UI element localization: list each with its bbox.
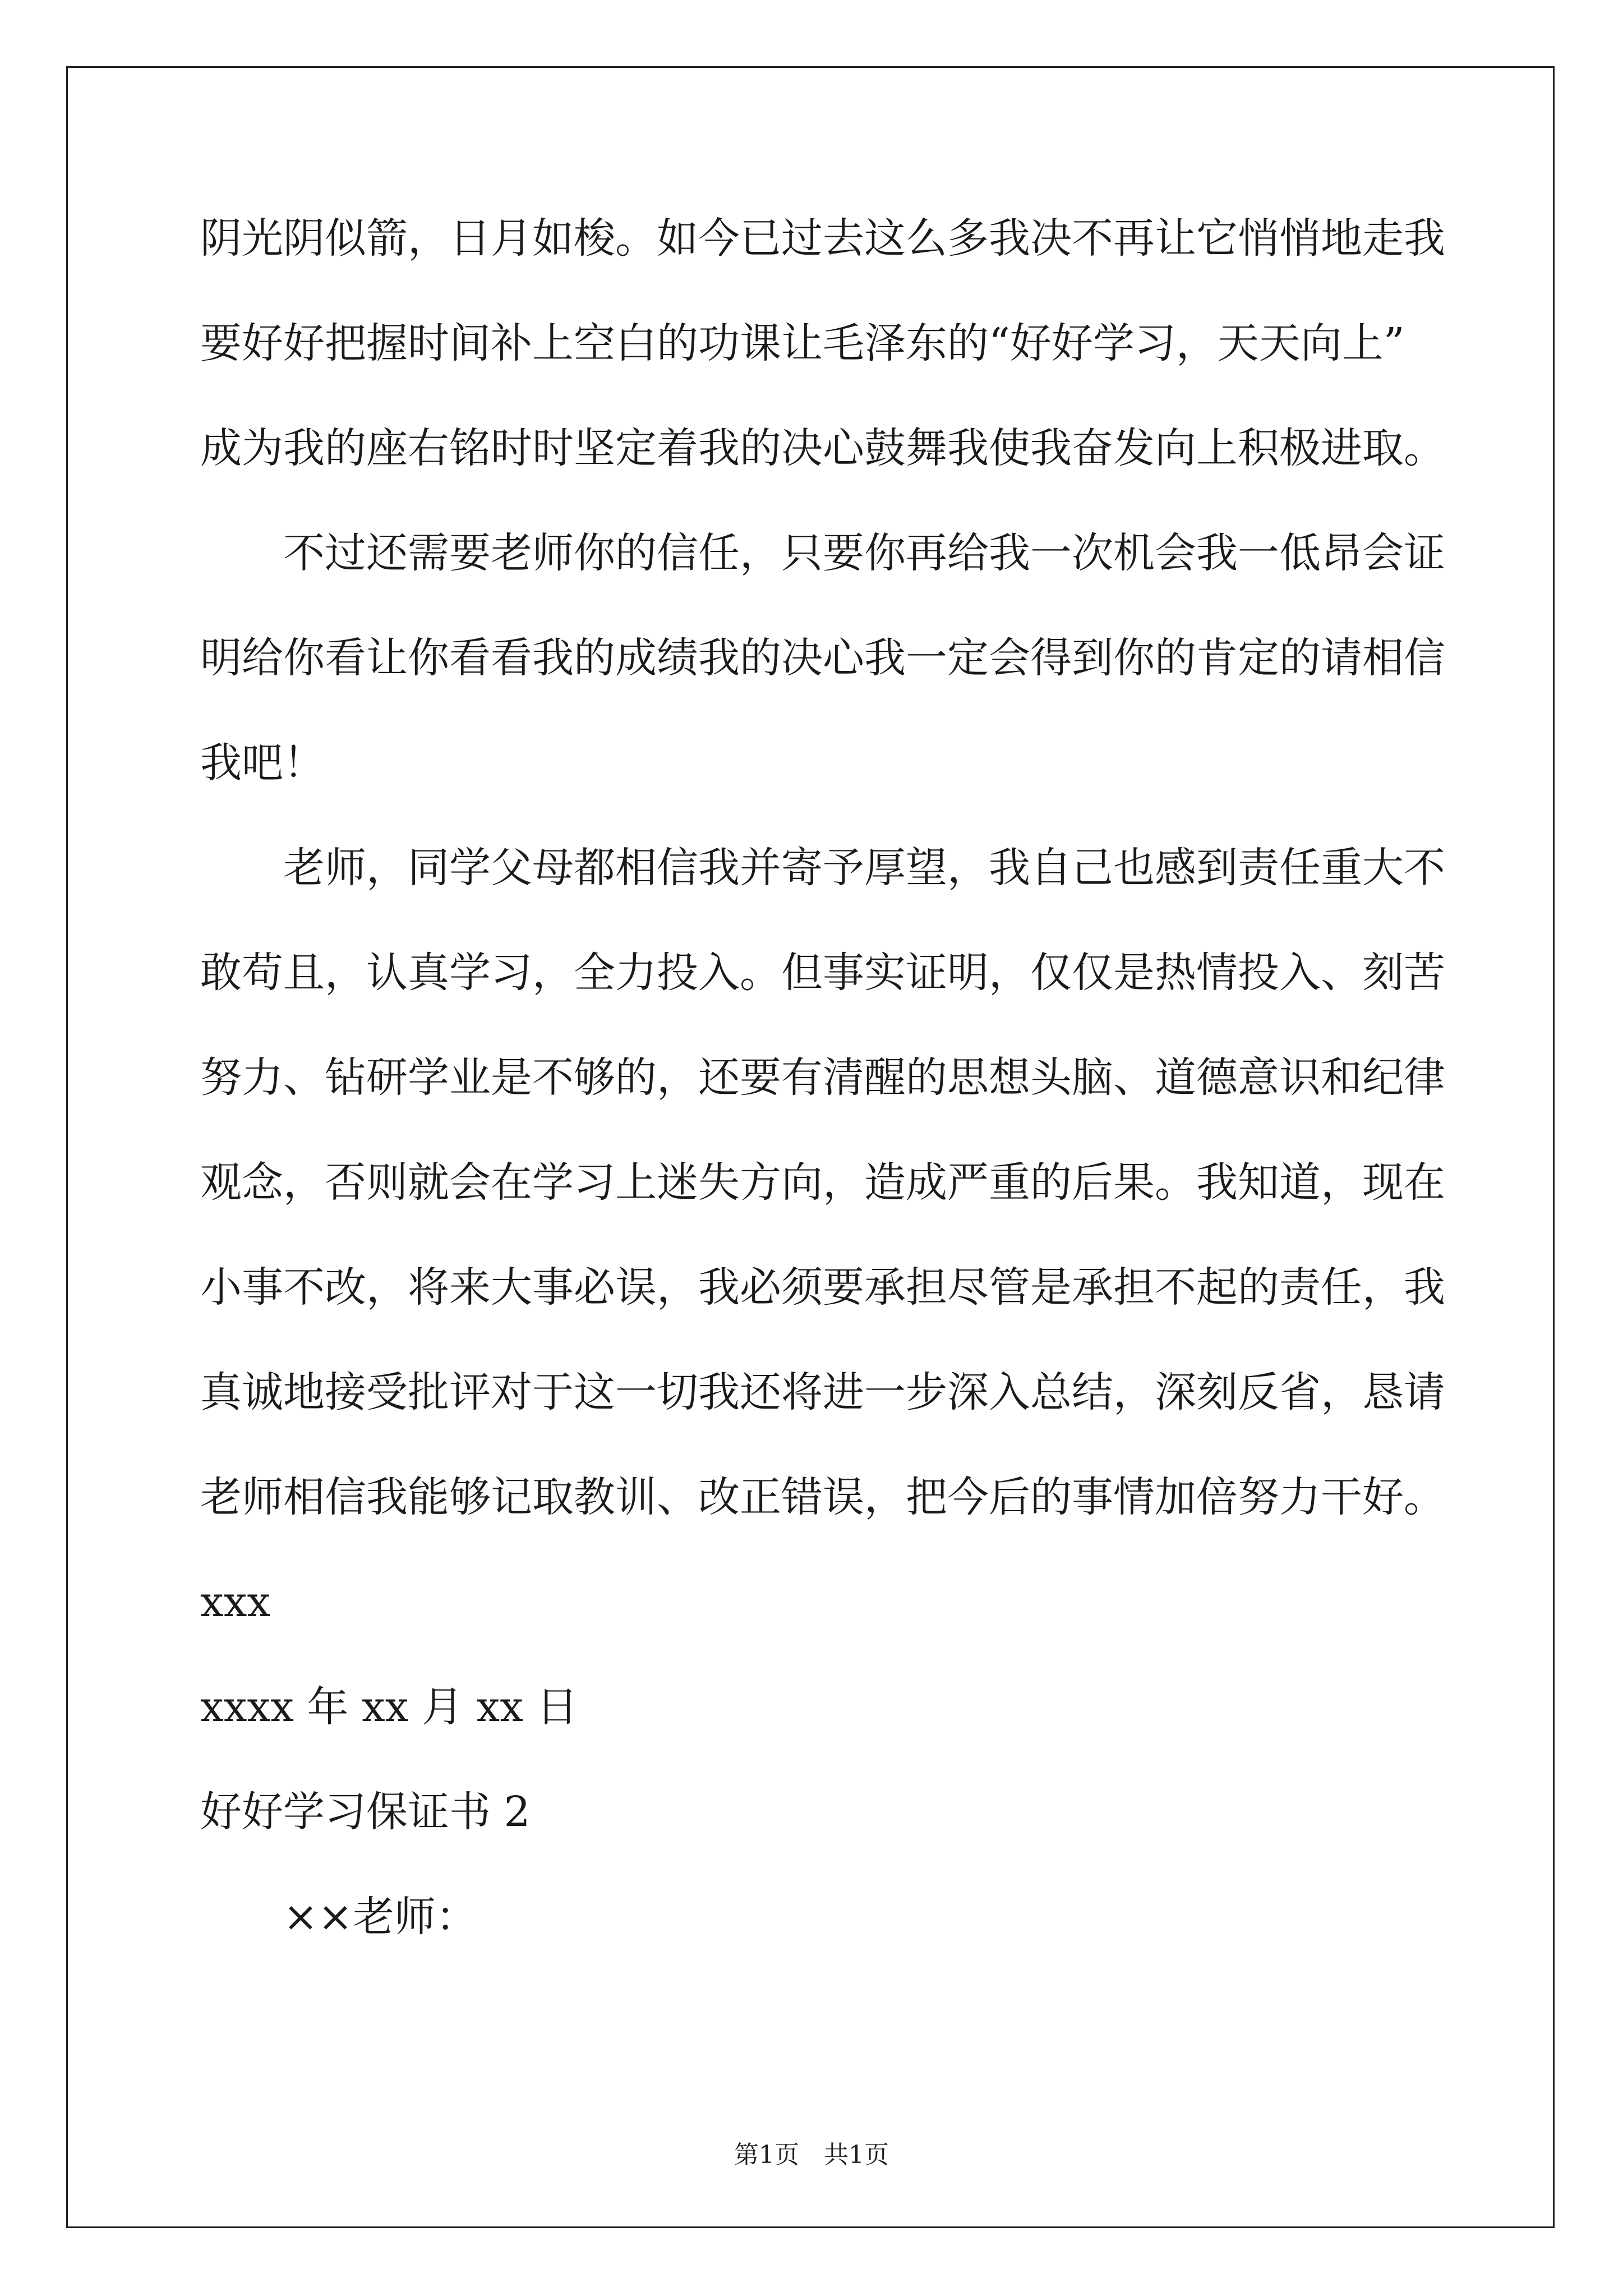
paragraph-line: 不过还需要老师你的信任，只要你再给我一次机会我一低昂会证 <box>283 529 1445 577</box>
paragraph-line: 阴光阴似箭，日月如梭。如今已过去这么多我决不再让它悄悄地走我 <box>200 214 1445 263</box>
paragraph-line: 我吧！ <box>200 739 325 787</box>
section-title: 好好学习保证书 2 <box>200 1788 531 1836</box>
paragraph-line: 成为我的座右铭时时坚定着我的决心鼓舞我使我奋发向上积极进取。 <box>200 424 1445 472</box>
signature-date: xxxx 年 xx 月 xx 日 <box>200 1683 578 1731</box>
paragraph-line: 小事不改，将来大事必误，我必须要承担尽管是承担不起的责任，我 <box>200 1263 1445 1312</box>
paragraph-line: 要好好把握时间补上空白的功课让毛泽东的“好好学习，天天向上” <box>200 319 1405 367</box>
paragraph-line: 明给你看让你看看我的成绩我的决心我一定会得到你的肯定的请相信 <box>200 634 1445 682</box>
salutation: ××老师： <box>283 1893 478 1941</box>
signature-name: xxx <box>200 1578 271 1626</box>
paragraph-line: 敢苟且，认真学习，全力投入。但事实证明，仅仅是热情投入、刻苦 <box>200 949 1445 997</box>
paragraph-line: 努力、钻研学业是不够的，还要有清醒的思想头脑、道德意识和纪律 <box>200 1053 1445 1102</box>
paragraph-line: 真诚地接受批评对于这一切我还将进一步深入总结，深刻反省，恳请 <box>200 1368 1445 1416</box>
paragraph-line: 老师，同学父母都相信我并寄予厚望，我自己也感到责任重大不 <box>283 844 1445 892</box>
page-footer: 第1页 共1页 <box>734 2141 889 2169</box>
paragraph-line: 老师相信我能够记取教训、改正错误，把今后的事情加倍努力干好。 <box>200 1473 1445 1521</box>
paragraph-line: 观念，否则就会在学习上迷失方向，造成严重的后果。我知道，现在 <box>200 1158 1445 1207</box>
